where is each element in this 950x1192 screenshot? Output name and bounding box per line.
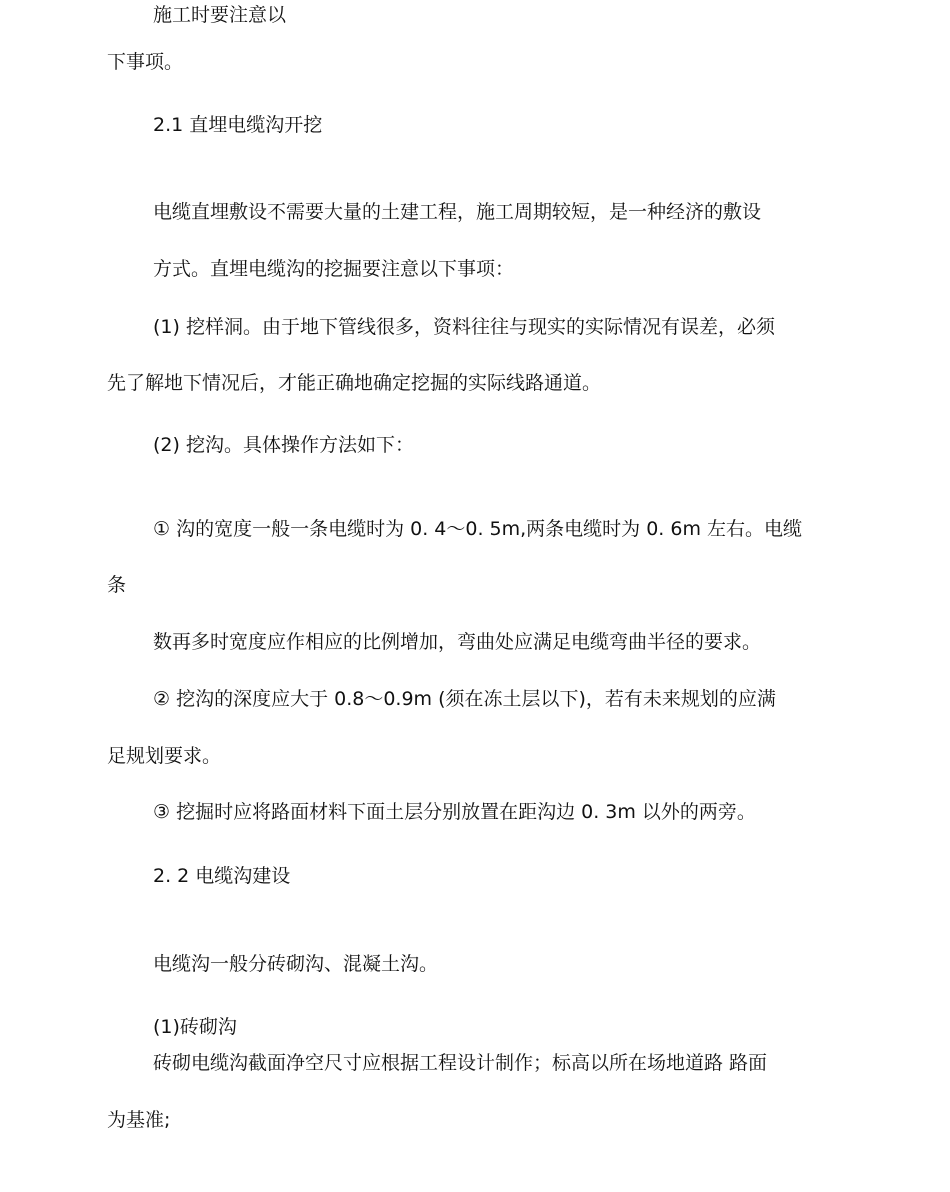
text-line: ③ 挖掘时应将路面材料下面土层分别放置在距沟边 0. 3m 以外的两旁。 bbox=[153, 801, 756, 823]
text-line: (1) 挖样洞。由于地下管线很多，资料往往与现实的实际情况有误差，必须 bbox=[153, 316, 775, 338]
section-heading: 2.1 直埋电缆沟开挖 bbox=[153, 114, 323, 136]
text-line: 方式。直埋电缆沟的挖掘要注意以下事项： bbox=[153, 258, 515, 280]
text-line: 电缆直埋敷设不需要大量的土建工程，施工周期较短，是一种经济的敷设 bbox=[153, 201, 762, 223]
text-line: 为基准; bbox=[107, 1109, 171, 1131]
text-line: 施工时要注意以 bbox=[153, 4, 287, 26]
text-line: 电缆沟一般分砖砌沟、混凝土沟。 bbox=[153, 953, 439, 975]
text-line: 数再多时宽度应作相应的比例增加，弯曲处应满足电缆弯曲半径的要求。 bbox=[153, 631, 762, 653]
text-line: ① 沟的宽度一般一条电缆时为 0. 4〜0. 5m,两条电缆时为 0. 6m 左右。电缆 bbox=[153, 518, 803, 540]
text-line: (2) 挖沟。具体操作方法如下： bbox=[153, 434, 414, 456]
section-heading: 2. 2 电缆沟建设 bbox=[153, 865, 291, 887]
text-line: ② 挖沟的深度应大于 0.8〜0.9m (须在冻土层以下)，若有未来规划的应满 bbox=[153, 688, 776, 710]
subsection-heading: (1)砖砌沟 bbox=[153, 1016, 237, 1038]
text-line: 足规划要求。 bbox=[107, 745, 222, 767]
text-line: 砖砌电缆沟截面净空尺寸应根据工程设计制作；标高以所在场地道路 路面 bbox=[153, 1052, 768, 1074]
text-line: 先了解地下情况后，才能正确地确定挖掘的实际线路通道。 bbox=[107, 372, 602, 394]
text-line: 下事项。 bbox=[107, 51, 184, 73]
text-line: 条 bbox=[107, 574, 127, 596]
